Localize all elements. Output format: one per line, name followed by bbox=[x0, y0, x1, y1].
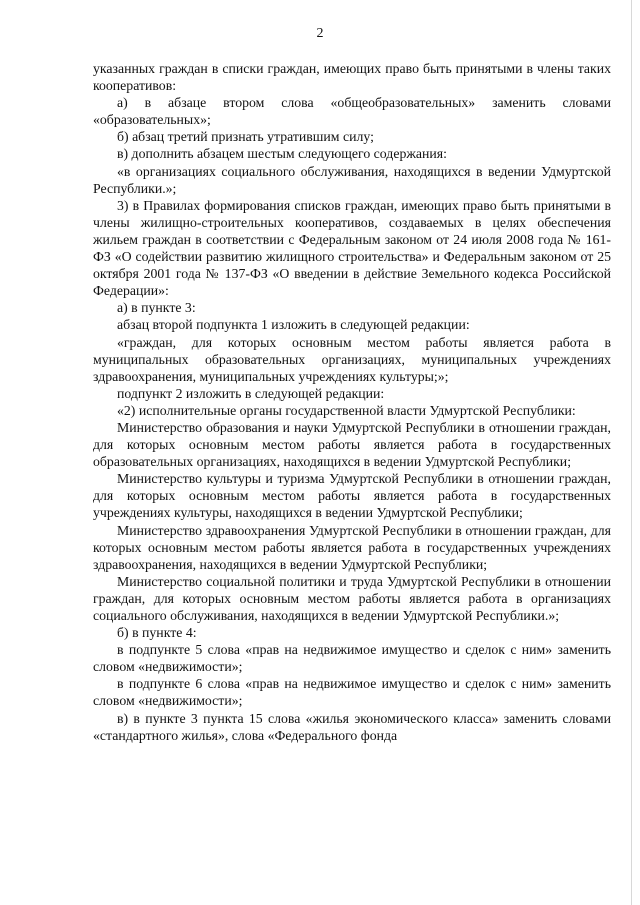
paragraph: в подпункте 6 слова «прав на недвижимое имущество и сделок с ним» заменить словом «недвижимости»; bbox=[93, 676, 611, 709]
paragraph: Министерство культуры и туризма Удмуртской Республики в отношении граждан, для которых основным местом работы является работа в государственных учреждениях культуры, находящихся в ведении Удмуртской Республики; bbox=[93, 471, 611, 521]
paragraph: б) абзац третий признать утратившим силу; bbox=[117, 129, 374, 145]
scan-edge-line bbox=[631, 0, 632, 905]
page-number: 2 bbox=[316, 26, 324, 41]
paragraph: б) в пункте 4: bbox=[117, 625, 197, 641]
paragraph: «2) исполнительные органы государственной власти Удмуртской Республики: bbox=[117, 402, 576, 418]
paragraph: в подпункте 5 слова «прав на недвижимое имущество и сделок с ним» заменить словом «недвижимости»; bbox=[93, 642, 611, 675]
paragraph: «граждан, для которых основным местом работы является работа в муниципальных образовательных организациях, муниципальных учреждениях здравоохранения, муниципальных учреждениях культуры;»; bbox=[93, 334, 611, 384]
paragraph: Министерство здравоохранения Удмуртской Республики в отношении граждан, для которых основным местом работы является работа в государственных учреждениях здравоохранения, находящихся в ведении Удмуртской Республики; bbox=[93, 522, 611, 572]
paragraph: а) в абзаце втором слова «общеобразовательных» заменить словами «образовательных»; bbox=[93, 95, 611, 128]
paragraph: «в организациях социального обслуживания, находящихся в ведении Удмуртской Республики.»; bbox=[93, 163, 611, 196]
paragraph: в) дополнить абзацем шестым следующего содержания: bbox=[117, 146, 447, 162]
paragraph: указанных граждан в списки граждан, имеющих право быть принятыми в члены таких кооперативов: bbox=[93, 61, 611, 94]
paragraph: 3) в Правилах формирования списков граждан, имеющих право быть принятыми в члены жилищно-строительных кооперативов, создаваемых в целях обеспечения жильем граждан в соответствии с Федеральным законом от 24 июля 2008 года № 161-ФЗ «О содействии развитию жилищного строительства» и Федеральным законом от 25 октября 2001 года № 137-ФЗ «О введении в действие Земельного кодекса Российской Федерации»: bbox=[93, 197, 611, 299]
paragraph: а) в пункте 3: bbox=[117, 300, 196, 316]
paragraph: в) в пункте 3 пункта 15 слова «жилья экономического класса» заменить словами «стандартного жилья», слова «Федерального фонда bbox=[93, 710, 611, 743]
paragraph: абзац второй подпункта 1 изложить в следующей редакции: bbox=[117, 317, 470, 333]
document-body bbox=[93, 60, 611, 744]
paragraph: Министерство образования и науки Удмуртской Республики в отношении граждан, для которых основным местом работы является работа в государственных образовательных организациях, находящихся в ведении Удмуртской Республики; bbox=[93, 419, 611, 470]
paragraph: подпункт 2 изложить в следующей редакции: bbox=[117, 385, 385, 401]
paragraph: Министерство социальной политики и труда Удмуртской Республики в отношении граждан, для которых основным местом работы является работа в организациях социального обслуживания, находящихся в ведении Удмуртской Республики.»; bbox=[93, 573, 611, 623]
